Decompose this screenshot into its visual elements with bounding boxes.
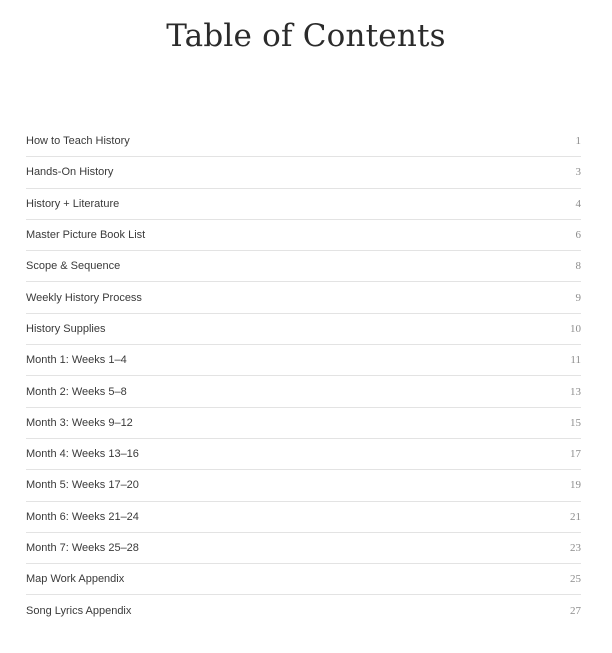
toc-entry-page-number: 15 (570, 416, 581, 429)
toc-entry[interactable] (26, 220, 581, 251)
toc-entry[interactable] (26, 408, 581, 439)
toc-entry[interactable] (26, 345, 581, 376)
toc-entry-label: Hands-On History (26, 166, 114, 179)
toc-entry-label: Month 5: Weeks 17–20 (26, 479, 139, 492)
toc-entry-page-number: 10 (570, 322, 581, 335)
toc-entry-label: Month 4: Weeks 13–16 (26, 448, 139, 461)
toc-entry-label: How to Teach History (26, 135, 130, 148)
toc-entry-page-number: 13 (570, 385, 581, 398)
toc-entry[interactable] (26, 157, 581, 188)
toc-entry[interactable] (26, 564, 581, 595)
toc-entry-label: Month 2: Weeks 5–8 (26, 385, 127, 398)
toc-entry[interactable] (26, 502, 581, 533)
toc-entry-page-number: 19 (570, 479, 581, 492)
toc-entry[interactable] (26, 533, 581, 564)
toc-entry-page-number: 27 (570, 605, 581, 618)
toc-entry-label: History Supplies (26, 322, 106, 335)
toc-entry-page-number: 11 (570, 354, 581, 367)
toc-entry-page-number: 23 (570, 542, 581, 554)
toc-entry-page-number: 21 (570, 510, 581, 523)
toc-entry-page-number: 25 (570, 573, 581, 586)
toc-entry-label: Master Picture Book List (26, 229, 146, 242)
toc-entry-page-number: 17 (570, 448, 581, 461)
toc-entry[interactable] (26, 126, 581, 157)
toc-entry-page-number: 1 (575, 135, 581, 148)
toc-entry-label: Month 3: Weeks 9–12 (26, 416, 133, 429)
toc-entry-label: Month 6: Weeks 21–24 (26, 510, 139, 523)
toc-entry[interactable] (26, 439, 581, 470)
toc-entry-label: Map Work Appendix (26, 573, 125, 586)
toc-entry[interactable] (26, 251, 581, 282)
page-title: Table of Contents (166, 18, 446, 54)
toc-entry[interactable] (26, 595, 581, 626)
table-of-contents (26, 126, 581, 627)
toc-entry-label: Song Lyrics Appendix (26, 605, 132, 618)
toc-entry[interactable] (26, 376, 581, 407)
toc-entry-page-number: 9 (575, 291, 581, 304)
toc-entry[interactable] (26, 189, 581, 220)
toc-entry-label: History + Literature (26, 197, 120, 210)
toc-entry-page-number: 4 (575, 197, 581, 210)
toc-entry[interactable] (26, 314, 581, 345)
toc-entry[interactable] (26, 282, 581, 313)
toc-entry-page-number: 8 (575, 260, 581, 273)
toc-entry-label: Weekly History Process (26, 291, 142, 304)
toc-entry-page-number: 3 (575, 166, 581, 179)
toc-entry[interactable] (26, 470, 581, 501)
toc-entry-page-number: 6 (575, 229, 581, 242)
toc-entry-label: Scope & Sequence (26, 260, 121, 273)
toc-entry-label: Month 1: Weeks 1–4 (26, 354, 127, 367)
toc-entry-label: Month 7: Weeks 25–28 (26, 542, 139, 554)
